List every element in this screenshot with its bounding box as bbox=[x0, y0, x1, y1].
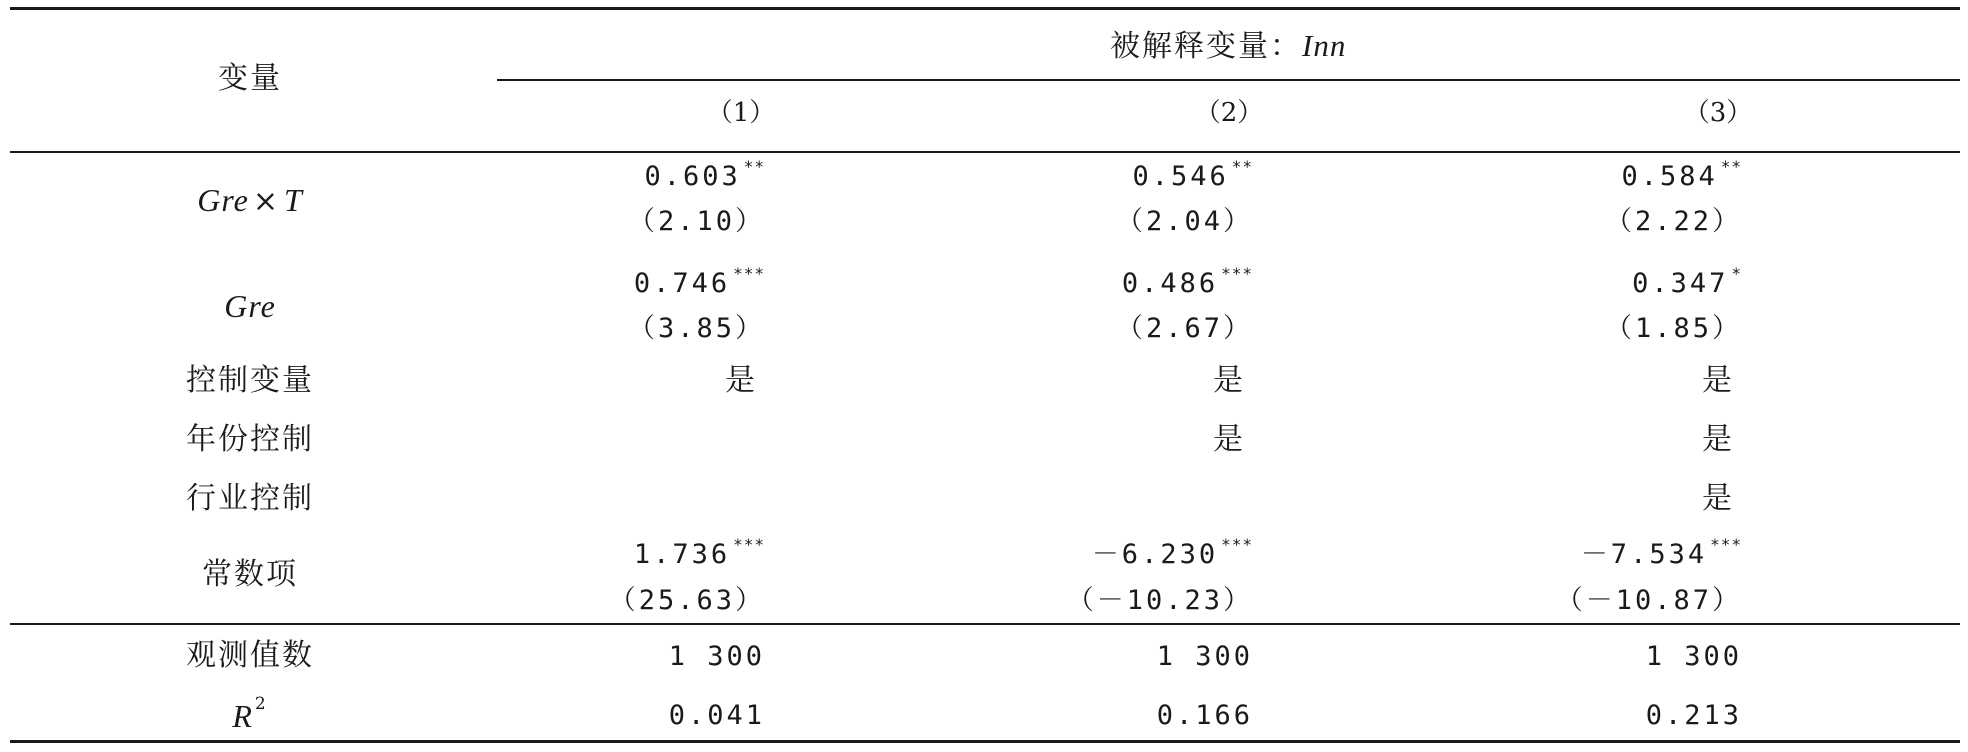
r-squared-value-1: 0.041 bbox=[668, 700, 765, 731]
significance-stars: ** bbox=[1231, 157, 1253, 176]
dependent-var: Inn bbox=[1302, 28, 1347, 63]
observations-value-2: 1 300 bbox=[1156, 641, 1253, 672]
tstat-gre-2: （2.67） bbox=[1115, 313, 1253, 344]
coef-gre-1: 0.746 *** bbox=[633, 264, 765, 299]
row-label-constant: 常数项 bbox=[202, 557, 298, 592]
year-value-2: 是 bbox=[1213, 422, 1243, 457]
r-squared-exponent: 2 bbox=[254, 694, 268, 714]
r-symbol: R bbox=[232, 698, 253, 734]
stats-separator-rule bbox=[10, 623, 1960, 625]
significance-stars: *** bbox=[733, 264, 765, 283]
row-label-controls: 控制变量 bbox=[186, 363, 314, 398]
coef-gre-2: 0.486 *** bbox=[1121, 264, 1253, 299]
row-label-gre bbox=[0, 290, 500, 323]
tstat-gre-1: （3.85） bbox=[627, 313, 765, 344]
coef-gre-x-t-1: 0.603 ** bbox=[644, 157, 765, 192]
significance-stars: * bbox=[1731, 264, 1742, 283]
controls-value-2: 是 bbox=[1213, 363, 1243, 398]
row-label-observations: 观测值数 bbox=[186, 638, 314, 673]
column-header-2: （2） bbox=[1194, 98, 1264, 128]
coef-constant-3: －7.534 *** bbox=[1580, 535, 1742, 570]
header-bottom-rule bbox=[10, 151, 1960, 153]
coef-constant-2: －6.230 *** bbox=[1091, 535, 1253, 570]
tstat-constant-2: （－10.23） bbox=[1066, 585, 1253, 616]
tstat-gre-x-t-3: （2.22） bbox=[1604, 206, 1742, 237]
row-label-gre-x-t bbox=[0, 184, 500, 217]
significance-stars: *** bbox=[1221, 535, 1253, 554]
gre-symbol: Gre bbox=[197, 182, 249, 218]
t-symbol: T bbox=[283, 182, 303, 218]
column-header-1: （1） bbox=[706, 98, 776, 128]
coef-constant-1: 1.736 *** bbox=[633, 535, 765, 570]
row-label-industry: 行业控制 bbox=[186, 481, 314, 516]
variable-header: 变量 bbox=[218, 61, 282, 96]
r-squared-value-3: 0.213 bbox=[1645, 700, 1742, 731]
column-header-3: （3） bbox=[1683, 98, 1753, 128]
tstat-constant-3: （－10.87） bbox=[1555, 585, 1742, 616]
significance-stars: *** bbox=[1710, 535, 1742, 554]
coef-gre-x-t-3: 0.584 ** bbox=[1621, 157, 1742, 192]
observations-value-3: 1 300 bbox=[1645, 641, 1742, 672]
tstat-gre-x-t-2: （2.04） bbox=[1115, 206, 1253, 237]
r-squared-value-2: 0.166 bbox=[1156, 700, 1253, 731]
bottom-rule bbox=[10, 740, 1960, 743]
row-label-r-squared bbox=[0, 694, 500, 734]
significance-stars: *** bbox=[1221, 264, 1253, 283]
times-symbol: × bbox=[252, 184, 280, 219]
controls-value-1: 是 bbox=[725, 363, 755, 398]
coef-gre-x-t-2: 0.546 ** bbox=[1132, 157, 1253, 192]
significance-stars: ** bbox=[1720, 157, 1742, 176]
observations-value-1: 1 300 bbox=[668, 641, 765, 672]
year-value-3: 是 bbox=[1702, 422, 1732, 457]
significance-stars: ** bbox=[743, 157, 765, 176]
coef-gre-3: 0.347 * bbox=[1632, 264, 1742, 299]
top-rule bbox=[10, 7, 1960, 10]
tstat-constant-1: （25.63） bbox=[608, 585, 765, 616]
gre-symbol: Gre bbox=[224, 288, 276, 324]
header-sub-rule bbox=[497, 79, 1960, 81]
significance-stars: *** bbox=[733, 535, 765, 554]
dependent-prefix: 被解释变量： bbox=[1110, 29, 1302, 64]
row-label-year: 年份控制 bbox=[186, 422, 314, 457]
industry-value-3: 是 bbox=[1702, 481, 1732, 516]
controls-value-3: 是 bbox=[1702, 363, 1732, 398]
tstat-gre-x-t-1: （2.10） bbox=[627, 206, 765, 237]
dependent-variable-header bbox=[1110, 30, 1346, 62]
tstat-gre-3: （1.85） bbox=[1604, 313, 1742, 344]
